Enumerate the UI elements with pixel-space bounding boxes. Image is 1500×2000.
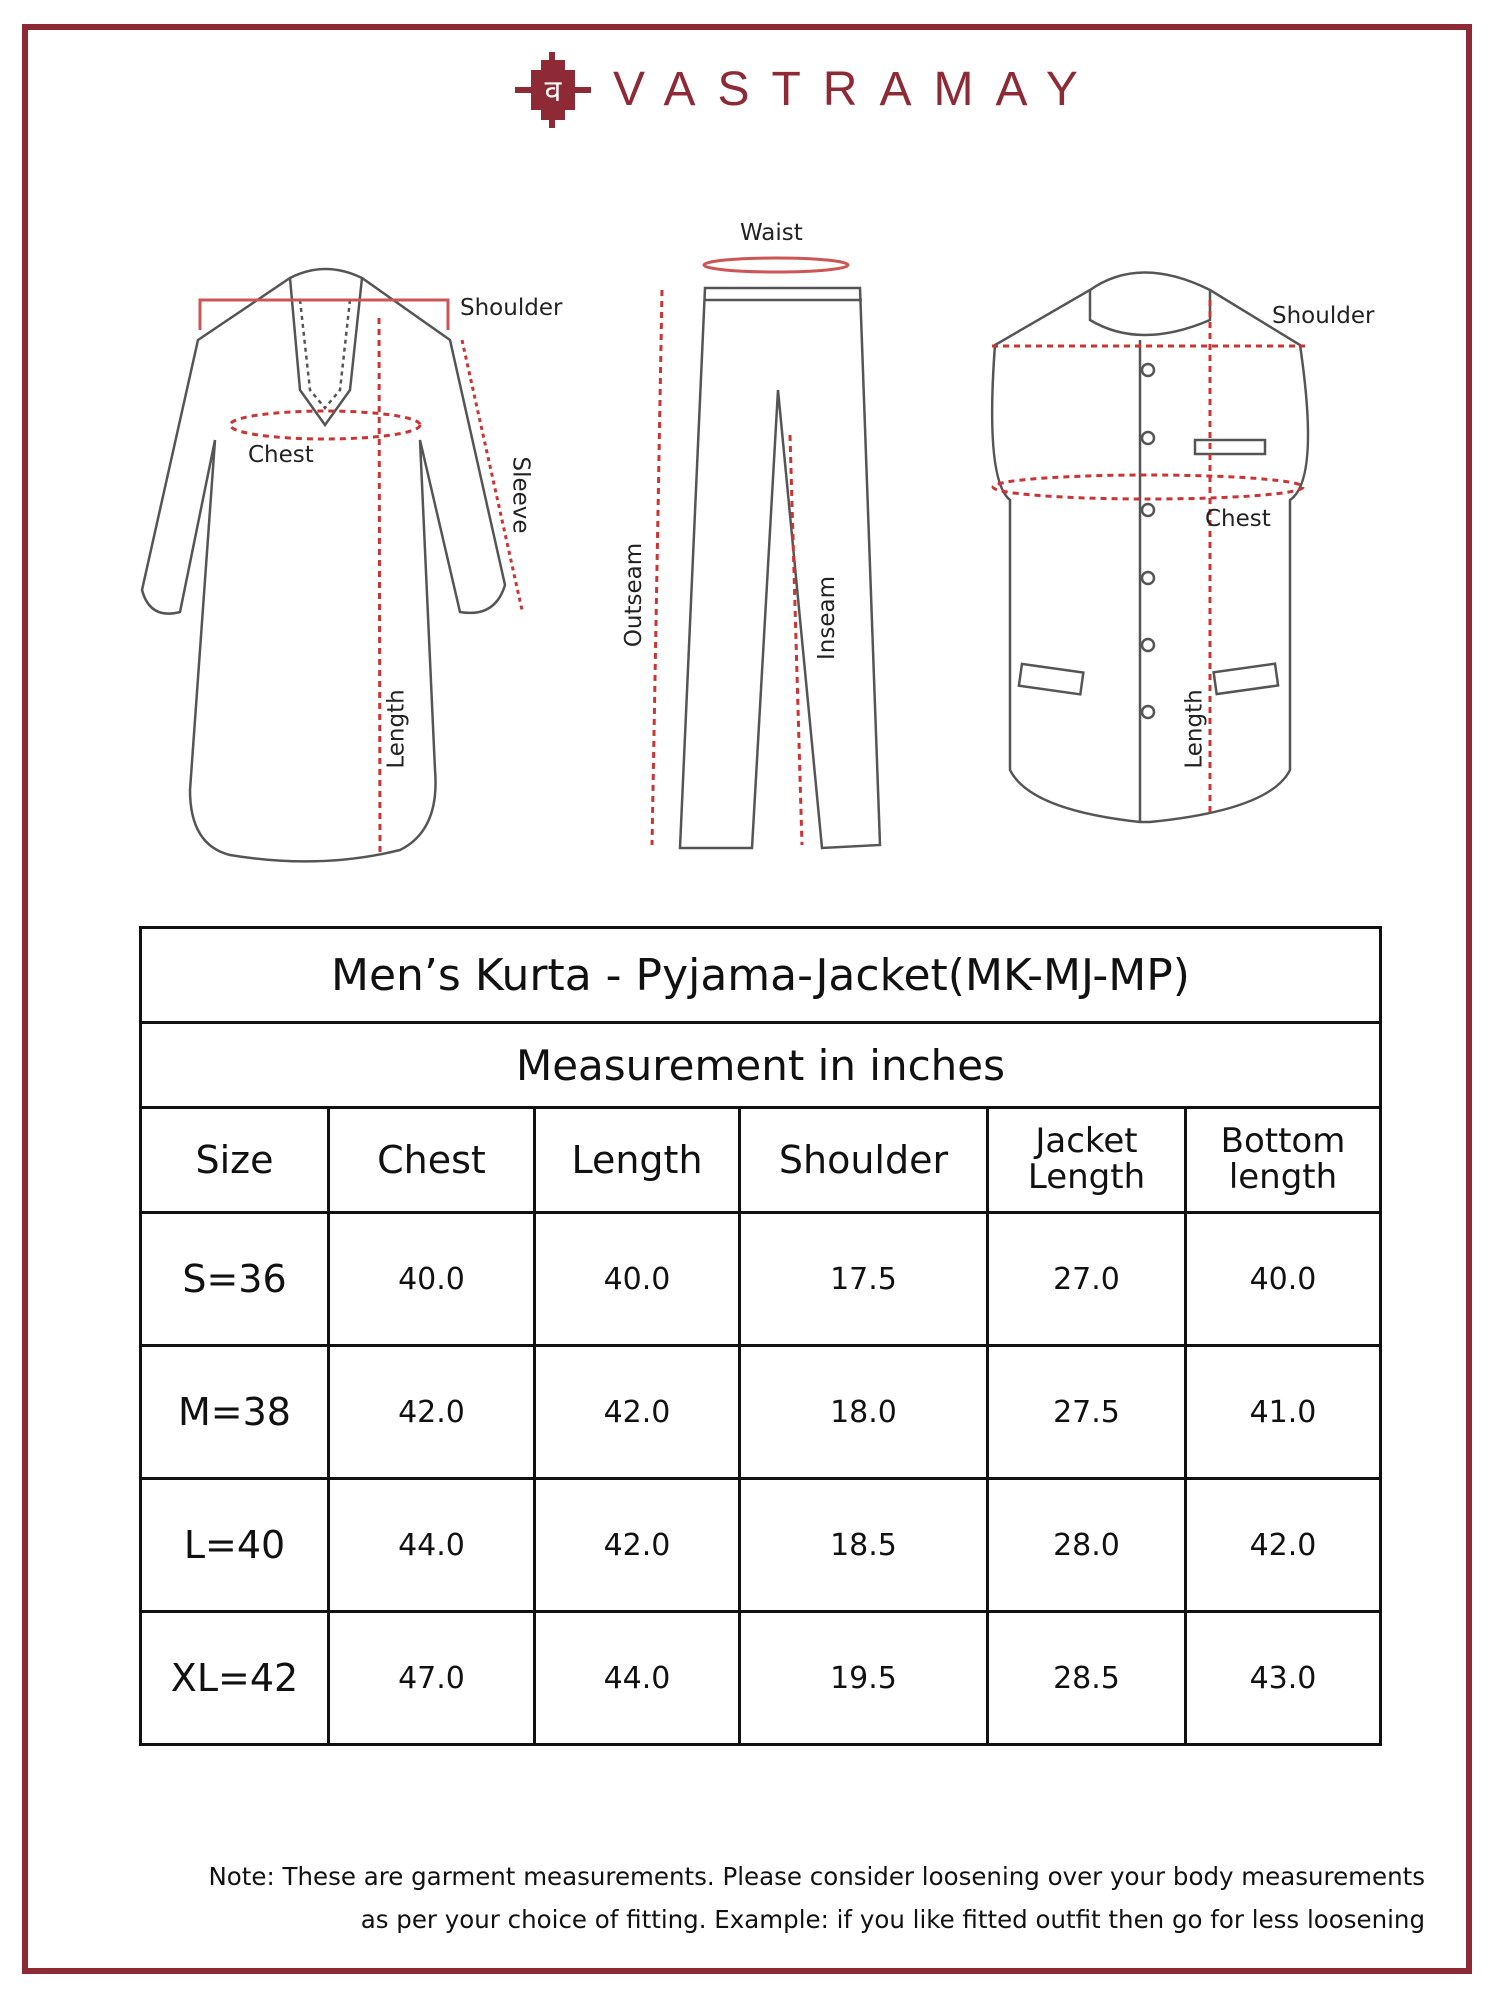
size-chart-table: [139, 926, 1382, 1746]
jacket-length-cell: 27.0: [988, 1213, 1186, 1346]
bottom-length-cell: 43.0: [1186, 1612, 1381, 1745]
kurta-illustration: [142, 269, 522, 861]
inseam-label: Inseam: [814, 576, 840, 660]
jacket-length-label: Length: [1181, 689, 1208, 769]
outseam-label: Outseam: [621, 542, 648, 648]
shoulder-cell: 17.5: [740, 1213, 988, 1346]
bottom-length-cell: 42.0: [1186, 1479, 1381, 1612]
shoulder-cell: 19.5: [740, 1612, 988, 1745]
kurta-length-label: Length: [383, 689, 410, 769]
length-cell: 42.0: [535, 1479, 740, 1612]
bottom-length-cell: 40.0: [1186, 1213, 1381, 1346]
jacket-length-cell: 28.5: [988, 1612, 1186, 1745]
size-cell: L=40: [141, 1479, 329, 1612]
chest-cell: 42.0: [329, 1346, 535, 1479]
jacket-chest-label: Chest: [1205, 506, 1271, 532]
jacket-illustration: [992, 273, 1308, 823]
header-size: Size: [141, 1108, 329, 1213]
jacket-shoulder-label: Shoulder: [1272, 303, 1375, 329]
header-shoulder: Shoulder: [740, 1108, 988, 1213]
header-length: Length: [535, 1108, 740, 1213]
length-cell: 42.0: [535, 1346, 740, 1479]
waist-label: Waist: [740, 220, 803, 246]
size-cell: S=36: [141, 1213, 329, 1346]
kurta-sleeve-label: Sleeve: [507, 456, 534, 534]
kurta-shoulder-label: Shoulder: [460, 295, 563, 321]
jacket-length-cell: 27.5: [988, 1346, 1186, 1479]
jacket-length-cell: 28.0: [988, 1479, 1186, 1612]
table-title: Men’s Kurta - Pyjama-Jacket(MK-MJ-MP): [141, 928, 1381, 1023]
header-chest: Chest: [329, 1108, 535, 1213]
note-line-1: Note: These are garment measurements. Please consider loosening over your body measurements: [208, 1862, 1425, 1891]
length-cell: 40.0: [535, 1213, 740, 1346]
pyjama-illustration: [652, 258, 880, 848]
fitting-note: [208, 1855, 1425, 1941]
table-row: [141, 1612, 1381, 1745]
kurta-chest-label: Chest: [248, 442, 314, 468]
brand-name: VASTRAMAY: [613, 63, 1100, 116]
shoulder-cell: 18.0: [740, 1346, 988, 1479]
chest-cell: 40.0: [329, 1213, 535, 1346]
table-subtitle: Measurement in inches: [141, 1023, 1381, 1108]
header-bottom-length: Bottom length: [1186, 1108, 1381, 1213]
table-row: [141, 1346, 1381, 1479]
table-header-row: [141, 1108, 1381, 1213]
table-row: [141, 1479, 1381, 1612]
table-row: [141, 1213, 1381, 1346]
bottom-length-cell: 41.0: [1186, 1346, 1381, 1479]
size-cell: XL=42: [141, 1612, 329, 1745]
header-jacket-length: Jacket Length: [988, 1108, 1186, 1213]
length-cell: 44.0: [535, 1612, 740, 1745]
size-cell: M=38: [141, 1346, 329, 1479]
svg-text:व: व: [544, 73, 562, 109]
note-line-2: as per your choice of fitting. Example: if you like fitted outfit then go for less loosening: [360, 1905, 1425, 1934]
chest-cell: 47.0: [329, 1612, 535, 1745]
shoulder-cell: 18.5: [740, 1479, 988, 1612]
chest-cell: 44.0: [329, 1479, 535, 1612]
